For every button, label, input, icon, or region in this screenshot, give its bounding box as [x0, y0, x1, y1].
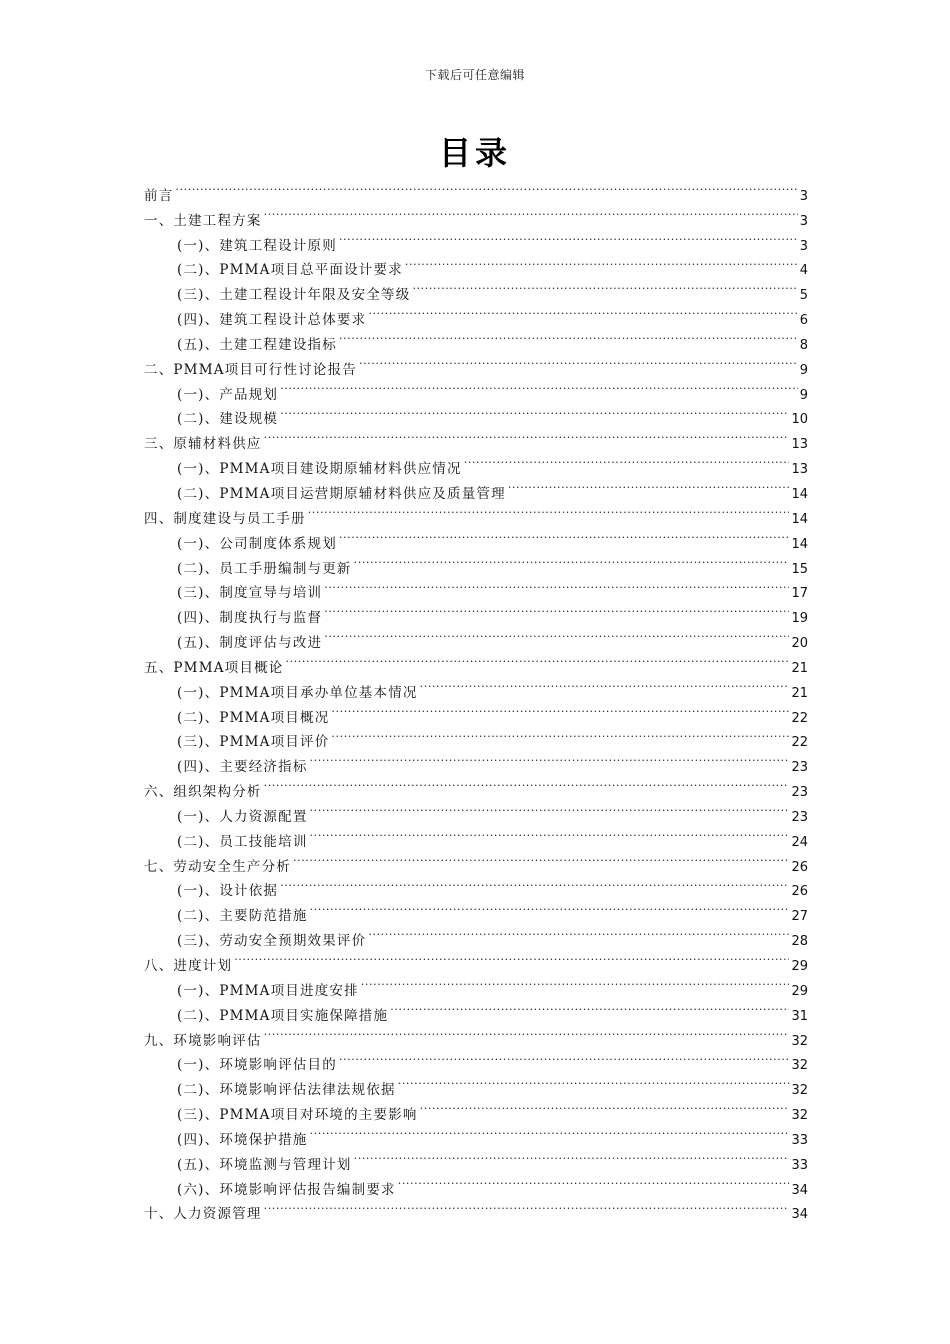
toc-page-number: 17: [791, 586, 808, 602]
toc-dot-leader: [339, 225, 798, 250]
toc-entry-label: 八、进度计划: [144, 958, 233, 974]
toc-entry-label: (六)、环境影响评估报告编制要求: [177, 1181, 396, 1198]
toc-page-number: 19: [791, 611, 808, 627]
toc-page-number: 3: [799, 188, 808, 204]
toc-dot-leader: [280, 871, 789, 896]
toc-page-number: 22: [791, 735, 808, 751]
toc-entry-label: (一)、产品规划: [177, 386, 279, 403]
toc-page-number: 3: [799, 238, 808, 254]
toc-dot-leader: [464, 448, 790, 473]
toc-dot-leader: [310, 1119, 790, 1144]
toc-entry-label: (一)、PMMA项目进度安排: [177, 982, 359, 999]
toc-entry-label: (四)、主要经济指标: [177, 759, 308, 776]
toc-entry-label: 三、原辅材料供应: [144, 436, 262, 453]
page-header-note: 下载后可任意编辑: [424, 68, 525, 82]
toc-page-number: 32: [791, 1083, 808, 1099]
toc-dot-leader: [293, 846, 789, 871]
toc-dot-leader: [359, 349, 798, 374]
toc-page-number: 34: [791, 1207, 808, 1223]
toc-entry-label: (一)、建筑工程设计原则: [177, 237, 337, 254]
toc-page-number: 22: [791, 710, 808, 726]
toc-entry-label: (二)、PMMA项目运营期原辅材料供应及质量管理: [177, 485, 506, 502]
toc-entry-label: (二)、主要防范措施: [177, 908, 308, 925]
toc-dot-leader: [339, 523, 790, 548]
toc-dot-leader: [310, 895, 790, 920]
toc-dot-leader: [264, 1020, 790, 1045]
toc-dot-leader: [412, 274, 797, 299]
toc-page-number: 14: [791, 511, 808, 527]
toc-entry-label: (三)、劳动安全预期效果评价: [177, 933, 367, 950]
toc-entry-label: (一)、公司制度体系规划: [177, 535, 337, 552]
toc-dot-leader: [368, 920, 789, 945]
toc-entry-label: (五)、土建工程建设指标: [177, 336, 337, 353]
toc-dot-leader: [280, 374, 798, 399]
toc-entry-label: (四)、制度执行与监督: [177, 610, 323, 627]
toc-page-number: 3: [799, 213, 808, 229]
toc-entry-label: (四)、环境保护措施: [177, 1131, 308, 1148]
toc-page-number: 13: [791, 437, 808, 453]
toc-page-number: 31: [791, 1008, 808, 1024]
toc-chapter-entry[interactable]: [144, 200, 808, 229]
toc-entry-label: (三)、PMMA项目对环境的主要影响: [177, 1107, 418, 1124]
toc-dot-leader: [339, 324, 798, 349]
toc-dot-leader: [264, 200, 798, 225]
toc-entry-label: (二)、员工手册编制与更新: [177, 560, 352, 577]
toc-dot-leader: [280, 399, 789, 424]
toc-dot-leader: [285, 647, 789, 672]
toc-chapter-entry[interactable]: [144, 175, 808, 204]
toc-dot-leader: [234, 945, 789, 970]
toc-page-number: 5: [799, 288, 808, 304]
toc-entry-label: 六、组织架构分析: [144, 784, 262, 801]
toc-dot-leader: [361, 970, 790, 995]
toc-page-number: 9: [799, 387, 808, 403]
toc-page-number: 28: [791, 934, 808, 950]
toc-page-number: 14: [791, 486, 808, 502]
toc-dot-leader: [331, 697, 789, 722]
toc-page-number: 32: [791, 1058, 808, 1074]
toc-page-number: 29: [791, 983, 808, 999]
toc-entry-label: (一)、PMMA项目建设期原辅材料供应情况: [177, 461, 462, 478]
toc-entry-label: (五)、环境监测与管理计划: [177, 1156, 352, 1173]
toc-entry-label: 二、PMMA项目可行性讨论报告: [144, 361, 357, 378]
toc-dot-leader: [310, 821, 790, 846]
toc-dot-leader: [420, 1094, 790, 1119]
toc-page-number: 33: [791, 1157, 808, 1173]
toc-entry-label: 五、PMMA项目概论: [144, 659, 284, 676]
toc-entry-label: (三)、制度宣导与培训: [177, 585, 323, 602]
toc-dot-leader: [310, 746, 790, 771]
toc-page-number: 26: [791, 859, 808, 875]
toc-page-number: 23: [791, 785, 808, 801]
toc-dot-leader: [420, 672, 790, 697]
toc-entry-label: (二)、员工技能培训: [177, 833, 308, 850]
toc-entry-label: (二)、PMMA项目实施保障措施: [177, 1007, 389, 1024]
toc-entry-label: 九、环境影响评估: [144, 1032, 262, 1049]
toc-dot-leader: [405, 250, 798, 275]
toc-dot-leader: [339, 1045, 790, 1070]
toc-page-number: 32: [791, 1033, 808, 1049]
toc-page-number: 24: [791, 834, 808, 850]
toc-entry-label: 七、劳动安全生产分析: [144, 858, 291, 875]
toc-page-number: 9: [799, 362, 808, 378]
toc-entry-label: (二)、建设规模: [177, 411, 279, 428]
toc-page-number: 32: [791, 1108, 808, 1124]
toc-dot-leader: [264, 771, 790, 796]
toc-dot-leader: [324, 597, 789, 622]
toc-page-number: 13: [791, 462, 808, 478]
toc-entry-label: 前言: [144, 187, 174, 204]
toc-page-number: 34: [791, 1182, 808, 1198]
toc-dot-leader: [354, 1144, 790, 1169]
toc-chapter-entry[interactable]: [144, 945, 808, 974]
toc-dot-leader: [324, 622, 789, 647]
toc-section-entry[interactable]: [144, 970, 808, 999]
toc-page-number: 8: [799, 337, 808, 353]
toc-dot-leader: [264, 423, 790, 448]
toc-dot-leader: [368, 299, 797, 324]
toc-entry-label: (二)、PMMA项目概况: [177, 709, 330, 726]
toc-entry-label: (一)、设计依据: [177, 883, 279, 900]
toc-dot-leader: [264, 1194, 790, 1219]
toc-entry-label: 一、土建工程方案: [144, 212, 262, 229]
toc-dot-leader: [310, 796, 790, 821]
toc-dot-leader: [398, 1169, 790, 1194]
toc-dot-leader: [390, 995, 789, 1020]
toc-dot-leader: [175, 175, 797, 200]
toc-dot-leader: [354, 548, 790, 573]
toc-dot-leader: [331, 722, 789, 747]
toc-page-number: 23: [791, 809, 808, 825]
toc-entry-label: (二)、环境影响评估法律法规依据: [177, 1082, 396, 1099]
toc-entry-label: (一)、环境影响评估目的: [177, 1057, 337, 1074]
toc-dot-leader: [324, 573, 789, 598]
toc-entry-label: 十、人力资源管理: [144, 1206, 262, 1223]
toc-entry-label: (二)、PMMA项目总平面设计要求: [177, 262, 403, 279]
toc-page-number: 27: [791, 909, 808, 925]
toc-page-number: 14: [791, 536, 808, 552]
toc-title: 目录: [438, 134, 511, 172]
toc-page-number: 15: [791, 561, 808, 577]
toc-page-number: 20: [791, 636, 808, 652]
toc-page-number: 23: [791, 760, 808, 776]
table-of-contents: [144, 175, 808, 1223]
toc-dot-leader: [508, 473, 790, 498]
toc-page-number: 21: [791, 660, 808, 676]
toc-entry-label: 四、制度建设与员工手册: [144, 510, 306, 527]
toc-page-number: 21: [791, 685, 808, 701]
toc-entry-label: (四)、建筑工程设计总体要求: [177, 312, 367, 329]
toc-page-number: 6: [799, 313, 808, 329]
toc-page-number: 33: [791, 1132, 808, 1148]
toc-entry-label: (一)、人力资源配置: [177, 808, 308, 825]
toc-entry-label: (三)、土建工程设计年限及安全等级: [177, 287, 411, 304]
toc-page-number: 10: [791, 412, 808, 428]
toc-page-number: 4: [799, 263, 808, 279]
toc-page-number: 26: [791, 884, 808, 900]
toc-entry-label: (一)、PMMA项目承办单位基本情况: [177, 684, 418, 701]
toc-entry-label: (三)、PMMA项目评价: [177, 734, 330, 751]
toc-dot-leader: [398, 1069, 790, 1094]
toc-dot-leader: [308, 498, 790, 523]
toc-entry-label: (五)、制度评估与改进: [177, 635, 323, 652]
toc-page-number: 29: [791, 959, 808, 974]
